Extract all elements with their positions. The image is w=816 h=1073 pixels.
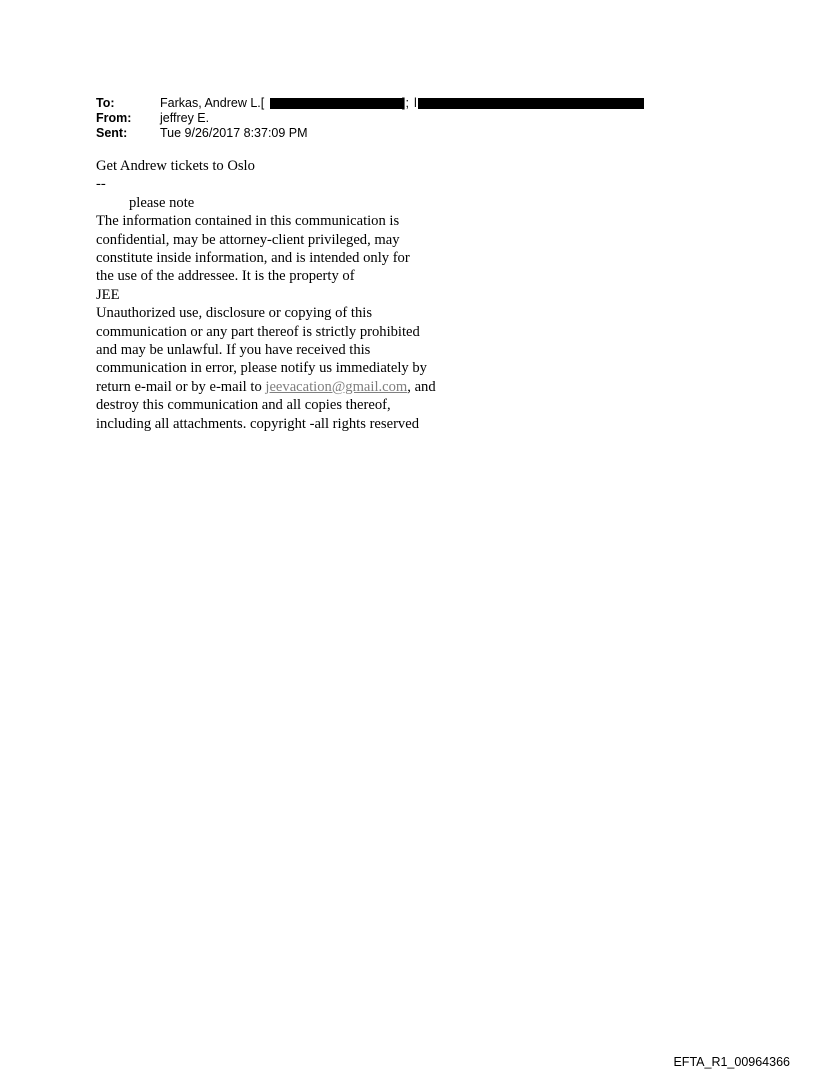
from-label: From: [96,111,132,125]
disclaimer-line: The information contained in this communication is [96,213,400,230]
disclaimer-line: constitute inside information, and is intended only for [96,250,410,267]
document-id: EFTA_R1_00964366 [673,1055,790,1069]
return-prefix: return e-mail or by e-mail to [96,378,266,395]
disclaimer-line: and may be unlawful. If you have received this [96,342,371,359]
return-suffix: , and [407,378,436,395]
disclaimer-line: confidential, may be attorney-client privileged, may [96,231,400,248]
sent-value: Tue 9/26/2017 8:37:09 PM [160,126,308,140]
please-note: please note [129,194,195,211]
message-subject-line: Get Andrew tickets to Oslo [96,158,255,174]
to-label: To: [96,96,115,110]
disclaimer-line: the use of the addressee. It is the property of [96,268,355,285]
email-link[interactable]: jeevacation@gmail.com [265,378,408,395]
signature-separator: -- [96,176,106,193]
to-fragment: l [414,96,417,110]
redaction-bar [270,98,404,109]
to-separator: ]; [402,96,409,110]
sent-label: Sent: [96,126,128,140]
message-body [96,157,486,433]
disclaimer-line-with-email [96,378,486,396]
disclaimer-line: including all attachments. copyright -all rights reserved [96,415,419,432]
from-value: jeffrey E. [160,111,210,125]
disclaimer-line: JEE [96,286,120,303]
to-value: Farkas, Andrew L.[ [160,96,265,110]
disclaimer-line: communication or any part thereof is strictly prohibited [96,323,420,340]
disclaimer-line: communication in error, please notify us immediately by [96,360,427,377]
disclaimer-line: Unauthorized use, disclosure or copying of this [96,305,373,322]
redaction-bar [418,98,644,109]
disclaimer-line: destroy this communication and all copies thereof, [96,397,391,414]
